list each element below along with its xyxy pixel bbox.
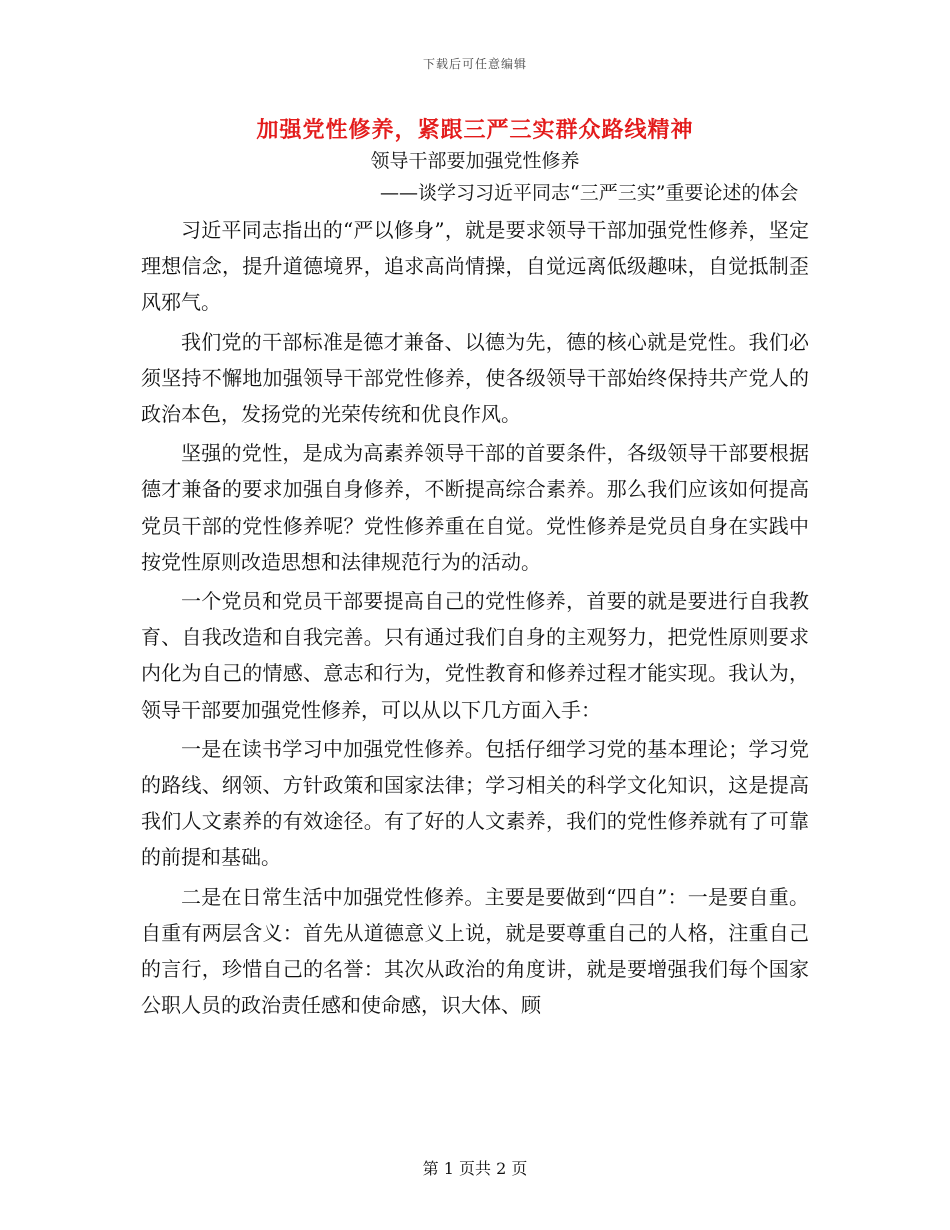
body-paragraph: 习近平同志指出的“严以修身”，就是要求领导干部加强党性修养，坚定理想信念，提升道德境界，追求高尚情操，自觉远离低级趣味，自觉抵制歪风邪气。	[141, 218, 809, 315]
body-paragraph: 我们党的干部标准是德才兼备、以德为先，德的核心就是党性。我们必须坚持不懈地加强领导干部党性修养，使各级领导干部始终保持共产党人的政治本色，发扬党的光荣传统和优良作风。	[141, 329, 809, 427]
body-paragraph: 一是在读书学习中加强党性修养。包括仔细学习党的基本理论；学习党的路线、纲领、方针政策和国家法律；学习相关的科学文化知识，这是提高我们人文素养的有效途径。有了好的人文素养，我们的党性修养就有了可靠的前提和基础。	[141, 736, 809, 870]
document-body	[141, 212, 809, 1026]
document-subtitle: 领导干部要加强党性修养	[370, 150, 580, 172]
document-byline: ——谈学习习近平同志“三严三实”重要论述的体会	[380, 182, 799, 204]
page-number: 第 1 页共 2 页	[422, 1159, 528, 1178]
header-note: 下载后可任意编辑	[422, 57, 527, 71]
document-title: 加强党性修养，紧跟三严三实群众路线精神	[256, 118, 694, 143]
body-paragraph: 坚强的党性，是成为高素养领导干部的首要条件，各级领导干部要根据德才兼备的要求加强自身修养，不断提高综合素养。那么我们应该如何提高党员干部的党性修养呢？党性修养重在自觉。党性修养是党员自身在实践中按党性原则改造思想和法律规范行为的活动。	[141, 441, 809, 574]
body-paragraph: 一个党员和党员干部要提高自己的党性修养，首要的就是要进行自我教育、自我改造和自我完善。只有通过我们自身的主观努力，把党性原则要求内化为自己的情感、意志和行为，党性教育和修养过程才能实现。我认为，领导干部要加强党性修养，可以从以下几方面入手：	[141, 589, 809, 722]
body-paragraph: 二是在日常生活中加强党性修养。主要是要做到“四自”：一是要自重。自重有两层含义：首先从道德意义上说，就是要尊重自己的人格，注重自己的言行，珍惜自己的名誉：其次从政治的角度讲，就是要增强我们每个国家公职人员的政治责任感和使命感，识大体、顾	[141, 884, 809, 1018]
